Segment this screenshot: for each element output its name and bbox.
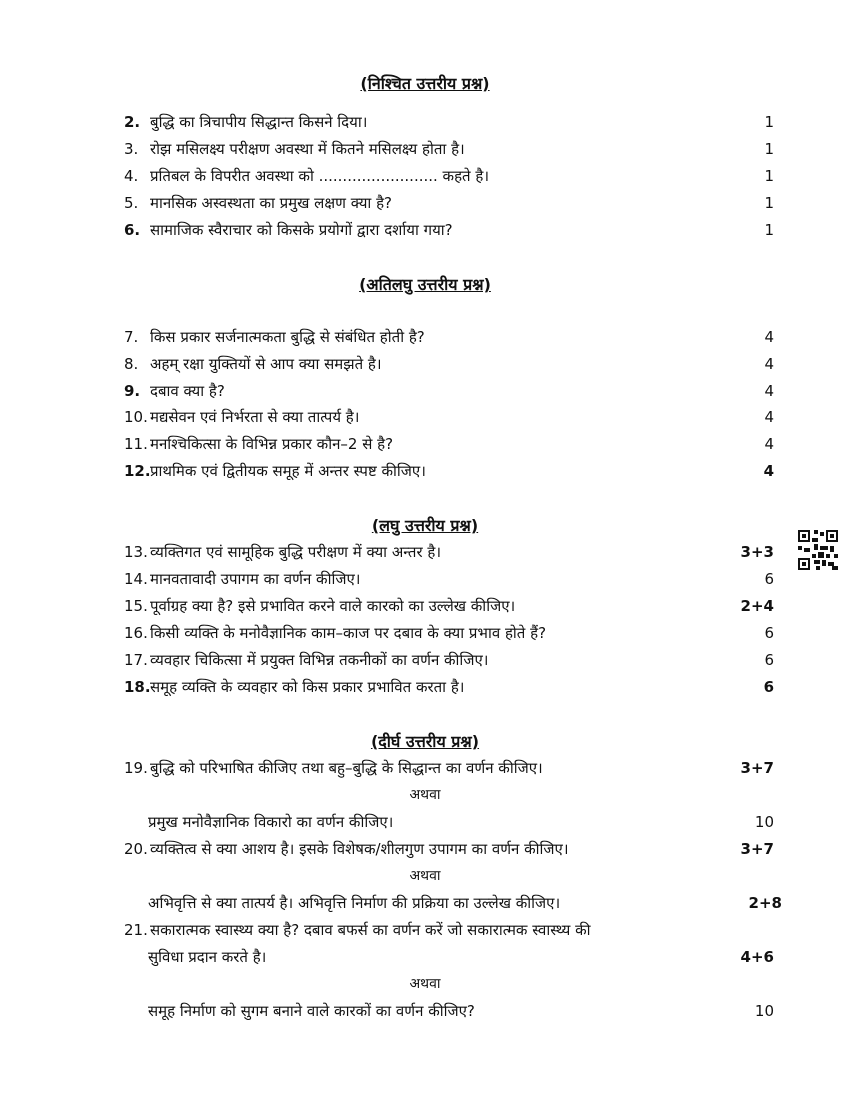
question-marks: 4+6 <box>740 948 774 966</box>
question-marks: 6 <box>764 570 774 588</box>
question-row <box>124 839 774 861</box>
question-row <box>124 569 774 591</box>
question-text: बुद्धि को परिभाषित कीजिए तथा बहु–बुद्धि के सिद्धान्त का वर्णन कीजिए। <box>150 759 543 777</box>
question-text: मानसिक अस्वस्थता का प्रमुख लक्षण क्या है? <box>150 194 393 212</box>
or-separator: अथवा <box>409 976 441 992</box>
question-marks: 6 <box>764 624 774 642</box>
question-number: 9. <box>124 382 141 400</box>
question-text: समूह व्यक्ति के व्यवहार को किस प्रकार प्रभावित करता है। <box>150 678 465 696</box>
question-text: मनश्चिकित्सा के विभिन्न प्रकार कौन–2 से है? <box>150 435 394 453</box>
question-row <box>124 220 774 242</box>
question-row <box>124 407 774 429</box>
question-text: दबाव क्या है? <box>150 382 225 400</box>
question-text: सकारात्मक स्वास्थ्य क्या है? दबाव बफर्स का वर्णन करें जो सकारात्मक स्वास्थ्य की <box>150 921 591 939</box>
question-number: 7. <box>124 328 139 346</box>
question-number: 2. <box>124 113 141 131</box>
question-text: बुद्धि का त्रिचापीय सिद्धान्त किसने दिया। <box>150 113 368 131</box>
question-text: किसी व्यक्ति के मनोवैज्ञानिक काम–काज पर दबाव के क्या प्रभाव होते हैं? <box>150 624 547 642</box>
question-row <box>124 327 774 349</box>
question-text: अभिवृत्ति से क्या तात्पर्य है। अभिवृत्ति निर्माण की प्रक्रिया का उल्लेख कीजिए। <box>148 894 561 912</box>
section-heading-short: (लघु उत्तरीय प्रश्न) <box>371 516 479 535</box>
question-marks: 1 <box>764 167 774 185</box>
question-number: 20. <box>124 840 148 858</box>
question-number: 21. <box>124 921 148 939</box>
question-number: 13. <box>124 543 148 561</box>
question-row <box>124 139 774 161</box>
question-number: 3. <box>124 140 139 158</box>
question-row <box>124 354 774 376</box>
question-marks: 3+3 <box>740 543 774 561</box>
question-marks: 1 <box>764 113 774 131</box>
section-heading-long: (दीर्घ उत्तरीय प्रश्न) <box>370 732 480 751</box>
question-marks: 4 <box>764 355 774 373</box>
question-text: प्रतिबल के विपरीत अवस्था को ......................... कहते है। <box>150 167 490 185</box>
question-row <box>124 166 774 188</box>
question-number: 16. <box>124 624 148 642</box>
question-text: व्यवहार चिकित्सा में प्रयुक्त विभिन्न तकनीकों का वर्णन कीजिए। <box>150 651 489 669</box>
question-row <box>124 381 774 403</box>
section-heading-objective: (निश्चित उत्तरीय प्रश्न) <box>360 74 490 93</box>
question-marks: 4 <box>764 435 774 453</box>
question-number: 18. <box>124 678 151 696</box>
question-marks: 4 <box>764 382 774 400</box>
question-marks: 6 <box>763 678 774 696</box>
section-heading-very-short: (अतिलघु उत्तरीय प्रश्न) <box>359 275 491 294</box>
question-marks: 3+7 <box>740 840 774 858</box>
question-row <box>124 112 774 134</box>
question-marks: 4 <box>764 328 774 346</box>
question-row <box>124 947 774 969</box>
question-number: 4. <box>124 167 139 185</box>
question-text: अहम् रक्षा युक्तियों से आप क्या समझते है। <box>150 355 382 373</box>
question-number: 15. <box>124 597 148 615</box>
question-number: 10. <box>124 408 148 426</box>
question-text: रोझ मसिलक्ष्य परीक्षण अवस्था में कितने मसिलक्ष्य होता है। <box>150 140 465 158</box>
question-row <box>124 893 782 915</box>
question-marks: 2+8 <box>748 894 782 912</box>
question-marks: 3+7 <box>740 759 774 777</box>
question-row <box>124 542 774 564</box>
question-marks: 6 <box>764 651 774 669</box>
question-text: व्यक्तित्व से क्या आशय है। इसके विशेषक/शीलगुण उपागम का वर्णन कीजिए। <box>150 840 569 858</box>
question-row <box>124 920 774 942</box>
question-text: समूह निर्माण को सुगम बनाने वाले कारकों का वर्णन कीजिए? <box>148 1002 475 1020</box>
question-number: 6. <box>124 221 141 239</box>
or-separator: अथवा <box>409 787 441 803</box>
question-row <box>124 758 774 780</box>
question-text: सामाजिक स्वैराचार को किसके प्रयोगों द्वारा दर्शाया गया? <box>150 221 453 239</box>
question-marks: 4 <box>763 462 774 480</box>
question-text: प्रमुख मनोवैज्ञानिक विकारो का वर्णन कीजिए। <box>148 813 394 831</box>
question-row <box>124 596 774 618</box>
question-number: 19. <box>124 759 148 777</box>
question-row <box>124 650 774 672</box>
question-text: मद्यसेवन एवं निर्भरता से क्या तात्पर्य है। <box>150 408 360 426</box>
question-number: 8. <box>124 355 139 373</box>
question-row <box>124 677 774 699</box>
question-row <box>124 1001 774 1023</box>
question-row <box>124 434 774 456</box>
question-text: प्राथमिक एवं द्वितीयक समूह में अन्तर स्पष्ट कीजिए। <box>150 462 426 480</box>
question-text: सुविधा प्रदान करते है। <box>148 948 267 966</box>
question-marks: 2+4 <box>740 597 774 615</box>
question-text: किस प्रकार सर्जनात्मकता बुद्धि से संबंधित होती है? <box>150 328 425 346</box>
question-marks: 1 <box>764 221 774 239</box>
question-marks: 1 <box>764 140 774 158</box>
question-row <box>124 812 774 834</box>
question-marks: 1 <box>764 194 774 212</box>
question-marks: 10 <box>754 1002 774 1020</box>
question-row <box>124 623 774 645</box>
question-marks: 10 <box>754 813 774 831</box>
question-text: व्यक्तिगत एवं सामूहिक बुद्धि परीक्षण में क्या अन्तर है। <box>150 543 442 561</box>
question-number: 11. <box>124 435 148 453</box>
question-marks: 4 <box>764 408 774 426</box>
question-row <box>124 193 774 215</box>
question-text: पूर्वाग्रह क्या है? इसे प्रभावित करने वाले कारको का उल्लेख कीजिए। <box>150 597 516 615</box>
question-number: 5. <box>124 194 139 212</box>
question-text: मानवतावादी उपागम का वर्णन कीजिए। <box>150 570 361 588</box>
question-number: 17. <box>124 651 148 669</box>
question-number: 12. <box>124 462 151 480</box>
or-separator: अथवा <box>409 868 441 884</box>
question-number: 14. <box>124 570 148 588</box>
question-row <box>124 461 774 483</box>
qr-code-icon <box>798 530 838 570</box>
